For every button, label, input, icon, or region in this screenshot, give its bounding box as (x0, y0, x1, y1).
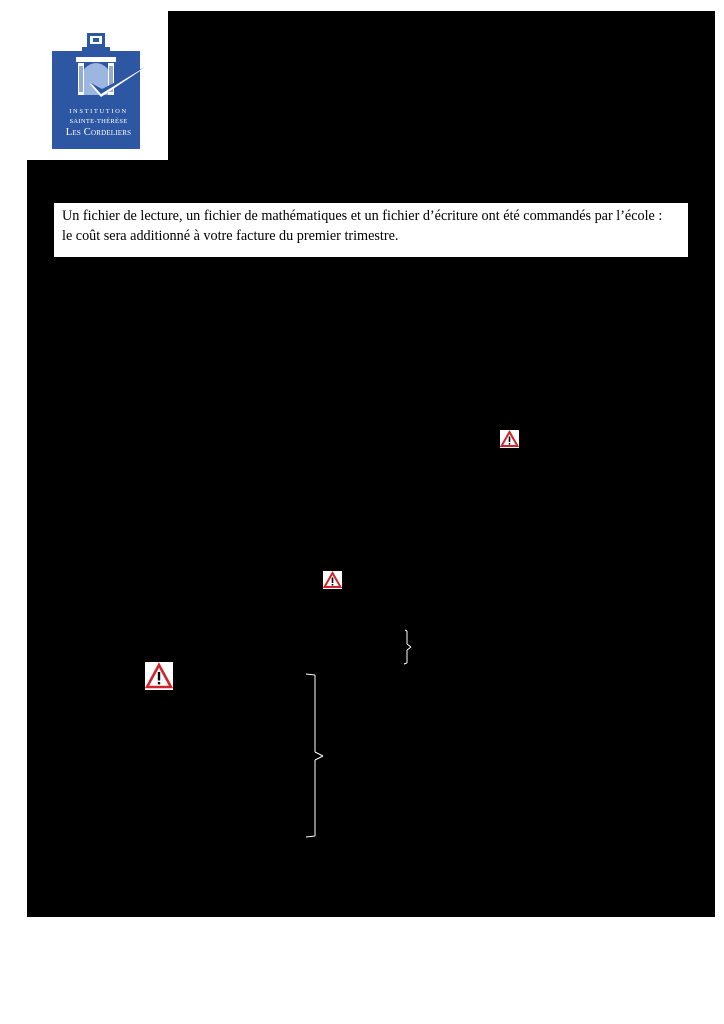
logo-line-sainte-therese: SAINTE-THÉRÈSE (69, 117, 128, 125)
notice-box (54, 203, 688, 257)
warning-icon (500, 430, 519, 448)
notice-line-1: Un fichier de lecture, un fichier de mathématiques et un fichier d’écriture ont été commandés par l’école : (62, 208, 663, 224)
logo-line-les-cordeliers: Les Cordeliers (65, 127, 132, 138)
brace-mark (303, 672, 327, 840)
brace-mark (400, 628, 416, 666)
school-logo (27, 11, 168, 160)
notice-line-2: le coût sera additionné à votre facture du premier trimestre. (62, 228, 399, 244)
warning-icon (323, 571, 342, 589)
warning-icon (145, 662, 173, 690)
logo-line-institution: INSTITUTION (69, 108, 128, 115)
logo-text (52, 109, 145, 139)
